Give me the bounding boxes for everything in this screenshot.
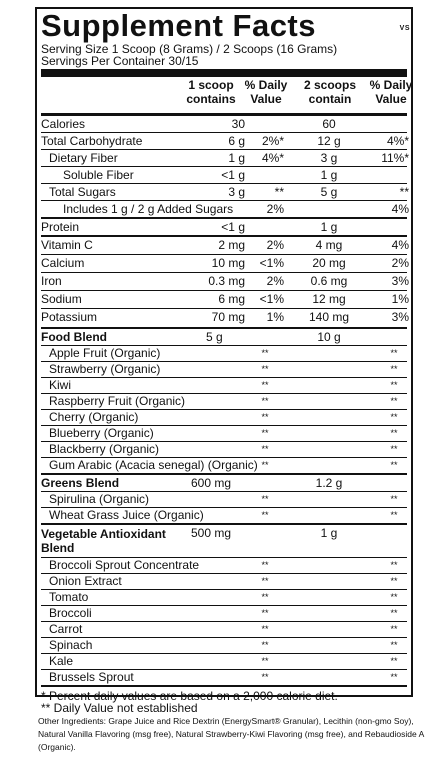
ingredient-daily-two-scoops: ** [390,656,398,666]
amount-one-scoop: 6 mg [218,292,245,306]
amount-one-scoop: 70 mg [211,310,245,324]
nutrient-label: Sodium [41,292,82,306]
ingredient-daily-one-scoop: ** [261,348,269,358]
ingredient-daily-two-scoops: ** [390,592,398,602]
daily-value-two-scoops: 1% [391,292,409,306]
daily-value-one-scoop: <1% [259,256,284,270]
blend-ingredient-row [41,378,407,394]
amount-one-scoop: <1 g [221,168,245,182]
ingredient-daily-one-scoop: ** [261,412,269,422]
blend-ingredient-row [41,458,407,475]
supplement-facts-panel [35,7,413,715]
nutrient-label: Calories [41,117,86,131]
nutrient-row [41,184,407,201]
blend-ingredient-row [41,590,407,606]
amount-one-scoop: 10 mg [211,256,245,270]
blend-ingredient-row [41,394,407,410]
ingredient-label: Carrot [49,622,83,636]
header-one-scoop: 1 scoop contains [186,78,236,106]
daily-value-two-scoops: 11%* [381,151,409,165]
ingredient-daily-two-scoops: ** [390,510,398,520]
ingredient-daily-two-scoops: ** [390,444,398,454]
daily-value-one-scoop: 2%* [261,134,284,148]
daily-value-one-scoop: 2% [266,274,284,288]
footnote-percent: * Percent daily values are based on a 2,000 calorie diet. [41,689,338,703]
amount-two-scoops: 12 mg [312,292,346,306]
ingredient-daily-one-scoop: ** [261,576,269,586]
nutrient-row [41,201,407,219]
ingredient-label: Kiwi [49,378,72,392]
ingredient-daily-two-scoops: ** [390,348,398,358]
amount-two-scoops: 4 mg [315,238,343,252]
nutrient-row [41,219,407,237]
ingredient-label: Brussels Sprout [49,670,134,684]
amount-two-scoops: 0.6 mg [310,274,348,288]
blend-name: Vegetable Antioxidant Blend [41,527,166,555]
serving-size: Serving Size 1 Scoop (8 Grams) / 2 Scoops (16 Grams) [41,42,338,56]
ingredient-label: Apple Fruit (Organic) [49,346,161,360]
ingredient-daily-one-scoop: ** [261,444,269,454]
nutrient-label: Calcium [41,256,85,270]
ingredient-label: Spirulina (Organic) [49,492,150,506]
blend-ingredient-row [41,654,407,670]
nutrient-label: Protein [41,220,80,234]
ingredient-label: Raspberry Fruit (Organic) [49,394,186,408]
daily-value-one-scoop: 2% [266,238,284,252]
ingredient-daily-two-scoops: ** [390,576,398,586]
daily-value-one-scoop: <1% [259,292,284,306]
blend-ingredient-row [41,558,407,574]
ingredient-label: Broccoli Sprout Concentrate [49,558,200,572]
ingredient-daily-two-scoops: ** [390,396,398,406]
daily-value-two-scoops: 4% [391,202,409,216]
ingredient-daily-one-scoop: ** [261,428,269,438]
header-daily-value-1: % Daily Value [244,78,288,106]
ingredient-daily-two-scoops: ** [390,494,398,504]
ingredient-daily-one-scoop: ** [261,396,269,406]
blend-ingredient-row [41,638,407,654]
header-daily-value-2: % Daily Value [369,78,413,106]
nutrient-row [41,255,407,273]
blend-header-row [41,475,407,492]
nutrient-row [41,167,407,184]
nutrient-row [41,116,407,133]
ingredient-daily-two-scoops: ** [390,560,398,570]
daily-value-two-scoops: 3% [391,310,409,324]
ingredient-label: Gum Arabic (Acacia senegal) (Organic) [49,458,258,472]
header-two-scoops: 2 scoops contain [303,78,357,106]
amount-two-scoops: 5 g [320,185,338,199]
ingredient-daily-one-scoop: ** [261,592,269,602]
blend-name: Food Blend [41,330,107,344]
amount-two-scoops: 1 g [320,220,338,234]
ingredient-label: Spinach [49,638,93,652]
daily-value-two-scoops: 4% [391,238,409,252]
footnote-daily-value: ** Daily Value not established [41,701,198,715]
other-ingredients: Other Ingredients: Grape Juice and Rice Dextrin (EnergySmart® Granular), Lecithin (non-gmo Soy), Natural Vanilla Flavoring (msg free), Natural Strawberry-Kiwi Flavoring (msg free), and Rebaudioside A (Organic). [38,716,424,752]
nutrient-label: Soluble Fiber [63,168,134,182]
amount-two-scoops: 3 g [320,151,338,165]
ingredient-label: Onion Extract [49,574,122,588]
blend-ingredient-row [41,362,407,378]
daily-value-two-scoops: ** [399,185,409,199]
blend-ingredient-row [41,606,407,622]
nutrient-label: Total Carbohydrate [41,134,143,148]
amount-one-scoop: 6 g [228,134,245,148]
ingredient-label: Kale [49,654,74,668]
amount-two-scoops: 12 g [317,134,341,148]
ingredient-daily-one-scoop: ** [261,656,269,666]
blend-ingredient-row [41,426,407,442]
column-header [41,69,413,116]
nutrient-row [41,133,407,150]
daily-value-one-scoop: 4%* [261,151,284,165]
blend-amount-two-scoops: 10 g [317,330,341,344]
ingredient-label: Strawberry (Organic) [49,362,161,376]
daily-value-two-scoops: 2% [391,256,409,270]
nutrient-row [41,273,407,291]
daily-value-one-scoop: 1% [266,310,284,324]
ingredient-daily-two-scoops: ** [390,412,398,422]
nutrient-label: Vitamin C [41,238,93,252]
blend-ingredient-row [41,410,407,426]
ingredient-label: Tomato [49,590,89,604]
ingredient-daily-one-scoop: ** [261,494,269,504]
blend-ingredient-row [41,492,407,508]
ingredient-daily-two-scoops: ** [390,640,398,650]
ingredient-label: Blackberry (Organic) [49,442,160,456]
blend-amount-one-scoop: 600 mg [191,476,232,490]
nutrient-row [41,237,407,255]
ingredient-daily-two-scoops: ** [390,672,398,682]
ingredient-daily-two-scoops: ** [390,460,398,470]
ingredient-daily-two-scoops: ** [390,428,398,438]
amount-two-scoops: 60 [322,117,336,131]
blend-ingredient-row [41,622,407,638]
blend-ingredient-row [41,574,407,590]
ingredient-daily-one-scoop: ** [261,672,269,682]
daily-value-two-scoops: 4%* [386,134,409,148]
ingredient-daily-two-scoops: ** [390,608,398,618]
blend-amount-two-scoops: 1.2 g [315,476,343,490]
nutrient-label: Dietary Fiber [49,151,118,165]
nutrient-row [41,309,407,329]
daily-value-two-scoops: 3% [391,274,409,288]
nutrient-label: Iron [41,274,62,288]
nutrient-row [41,150,407,167]
panel-title: Supplement Facts VS [41,9,407,43]
blend-amount-one-scoop: 500 mg [191,526,232,540]
blend-amount-one-scoop: 5 g [206,330,223,344]
blend-header-row [41,329,407,346]
ingredient-label: Wheat Grass Juice (Organic) [49,508,204,522]
ingredient-daily-one-scoop: ** [261,608,269,618]
amount-one-scoop: 0.3 mg [208,274,245,288]
ingredient-daily-two-scoops: ** [390,380,398,390]
blend-ingredient-row [41,346,407,362]
servings-per-container: Servings Per Container 30/15 [41,54,199,68]
amount-one-scoop: 3 g [228,185,245,199]
ingredient-daily-one-scoop: ** [261,510,269,520]
blend-name: Greens Blend [41,476,120,490]
amount-two-scoops: 1 g [320,168,338,182]
amount-one-scoop: 1 g [228,151,245,165]
ingredient-daily-one-scoop: ** [261,460,269,470]
title-mark: VS [399,25,410,32]
ingredient-daily-one-scoop: ** [261,640,269,650]
nutrient-label: Total Sugars [49,185,116,199]
amount-one-scoop: 2 mg [218,238,245,252]
ingredient-daily-two-scoops: ** [390,624,398,634]
blend-ingredient-row [41,442,407,458]
amount-two-scoops: 140 mg [308,310,350,324]
ingredient-label: Blueberry (Organic) [49,426,154,440]
blend-ingredient-row [41,508,407,525]
blend-header-row [41,525,407,558]
ingredient-daily-one-scoop: ** [261,364,269,374]
ingredient-daily-one-scoop: ** [261,380,269,390]
ingredient-daily-two-scoops: ** [390,364,398,374]
nutrient-label: Potassium [41,310,98,324]
daily-value-one-scoop: 2% [266,202,284,216]
blend-amount-two-scoops: 1 g [320,526,338,540]
amount-one-scoop: 30 [231,117,245,131]
amount-two-scoops: 20 mg [312,256,346,270]
ingredient-daily-one-scoop: ** [261,560,269,570]
blend-ingredient-row [41,670,407,687]
nutrient-row [41,291,407,309]
amount-one-scoop: <1 g [221,220,245,234]
ingredient-label: Broccoli [49,606,92,620]
nutrient-table [41,116,407,687]
ingredient-label: Cherry (Organic) [49,410,139,424]
daily-value-one-scoop: ** [274,185,284,199]
nutrient-label: Includes 1 g / 2 g Added Sugars [63,202,234,216]
ingredient-daily-one-scoop: ** [261,624,269,634]
